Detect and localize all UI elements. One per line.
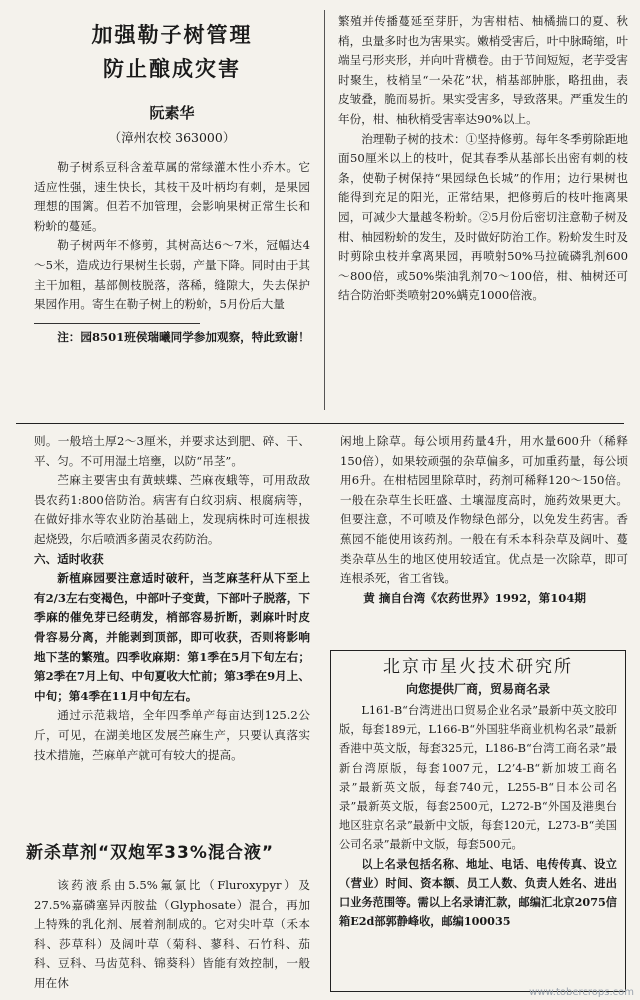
ad-title: 北京市星火技术研究所 <box>383 657 573 677</box>
article1-title-line2: 防止酿成灾害 <box>103 57 241 81</box>
watermark: www.tobercrops.com <box>529 987 634 998</box>
ad-subtitle: 向您提供厂商，贸易商名录 <box>405 682 550 696</box>
article1-note: 注：园8501班侯瑞曦同学参加观察，特此致谢！ <box>57 329 310 344</box>
article3-column <box>34 876 310 994</box>
ad-body <box>331 699 625 931</box>
article1-para1: 勒子树系豆科含羞草属的常绿灌木性小乔木。它适应性强，速生快长，其枝干及叶柄均有刺，是果园理想的围篱。但若不加管理，会影响果树正常生长和粉蚧的蔓延。 <box>34 160 310 233</box>
article3-para1: 该药液系由5.5%氟氯比（Fluroxypyr）及27.5%嘉磷塞异丙胺盐（Glyphosate）混合，再加上特殊的乳化剂、展着剂制成的。它对尖叶草（禾本科、莎草科）及阔叶草（菊科、蓼科、石竹科、茄科、豆科、马齿苋科、锦葵科）皆能有效控制，一般用在休 <box>34 878 310 990</box>
advertisement-box <box>330 650 626 992</box>
article3-title: 新杀草剂“双炮军33%混合液” <box>26 843 275 863</box>
article2-right-column <box>340 432 628 608</box>
column-divider <box>324 10 325 410</box>
article2-heading-harvest: 六、适时收获 <box>34 551 104 566</box>
article2-para3: 新植麻园要注意适时破秆，当芝麻茎秆从下至上有2/3左右变褐色，中部叶子变黄，下部叶子脱落，下季麻的催免芽已经萌发，梢部容易折断，剥麻叶时皮骨容易分离，并能剥到顶部，即可收获，否则将影响地下茎的繁殖。四季收麻期：第1季在5月下旬左右；第2季在7月上旬、中旬夏收大忙前；第3季在9月上、中旬；第4季在11月中旬左右。 <box>34 571 310 703</box>
article1-para2: 勒子树两年不修剪，其树高达6～7米，冠幅达4～5米，造成边行果树生长弱，产量下降。同时由于其主干加粗，基部侧枝脱落，落稀，缝隙大，失去保护果园作用。寄生在勒子树上的粉蚧，5月份后大量 <box>34 238 310 312</box>
article1-right-column <box>338 12 628 306</box>
section-divider <box>16 423 624 424</box>
article1-right-para2: 治理勒子树的技术：①坚持修剪。每年冬季剪除距地面50厘米以上的枝叶，促其春季从基部长出密有刺的枝条，使勒子树保持“果园绿色长城”的作用；边行果树也能得到充足的阳光，正常结果，把修剪后的枝叶拖离果园，可减少大量越冬粉蚧。②5月份后密切注意勒子树及柑、柚园粉蚧的发生，及时做好防治工作。粉蚧发生时及时剪除虫枝并拿离果园，再喷射50%马拉硫磷乳剂600～800倍，或50%柴油乳剂70～100倍，柑、柚树还可结合防治虾类喷射20%螨克1000倍液。 <box>338 131 628 303</box>
article2-right-para1: 闲地上除草。每公顷用药量4升，用水量600升（稀释150倍），如果较顽强的杂草偏多，可加重药量，每公顷用6升。在柑桔园里除草时，药剂可稀释120～150倍。一般在杂草生长旺盛、土壤湿度高时，施药效果更大。但要注意，不可喷及作物绿色部分，以免发生药害。香蕉园不能使用该药剂。一般在有禾本科杂草及阔叶、蔓类杂草丛生的地区使用较适宜。优点是一次除草，即可连根杀死，省工省钱。 <box>340 434 628 586</box>
article2-para4: 通过示范栽培，全年四季单产每亩达到125.2公斤，可见，在湖美地区发展苎麻生产，只要认真落实技术措施，苎麻单产就可有较大的提高。 <box>34 708 310 762</box>
article1-affiliation: （漳州农校 363000） <box>108 130 236 145</box>
article1-author: 阮素华 <box>149 104 195 122</box>
article2-para1: 则。一般培土厚2～3厘米，并要求达到肥、碎、干、平、匀。不可用湿土培壅，以防“吊茎”。 <box>34 434 310 468</box>
article2-source: 黄 摘自台湾《农药世界》1992，第104期 <box>363 590 587 605</box>
note-rule <box>34 323 200 324</box>
article2-left-column <box>34 432 310 765</box>
ad-para1: L161-B“台湾进出口贸易企业名录”最新中英文胶印版，每套189元，L166-B“外国驻华商业机构名录”最新香港中英文版，每套325元，L186-B“台湾工商名录”最新台湾原版，每套1007元，L2’4-B“新加坡工商名录”最新英文版，每套740元，L255-B“日本公司名录”最新英文版，每套2500元，L272-B“外国及港奥台地区驻京名录”最新中文版，每套120元，L273-B“美国公司名录”最新中文版，每套500元。 <box>339 704 617 852</box>
article2-para2: 苎麻主要害虫有黄蛱蝶、苎麻夜蛾等，可用敌敌畏农药1:800倍防治。病害有白纹羽病、根腐病等，在做好排水等农业防治基础上，发现病株时可连根拔起烧毁，尔后喷洒多菌灵农药防治。 <box>34 473 310 546</box>
article1-right-para1: 繁殖并传播蔓延至芽肝，为害柑桔、柚橘揣口的夏、秋梢，虫量多时也为害果实。嫩梢受害后，叶中脉畸缩，叶端呈弓形夹形，并向叶背横卷。由于节间短短，老芋受害时聚生，枝梢呈“一朵花”状，梢基部肿胀，略扭曲，表皮皱叠，脆而易折。果实受害多，导致落果。严重发生的年份，柑、柚秋梢受害率达90%以上。 <box>338 14 628 126</box>
article1-left-column <box>34 18 310 347</box>
ad-para2: 以上名录包括名称、地址、电话、电传传真、设立（营业）时间、资本额、员工人数、负责人姓名、进出口业务范围等。需以上名录请汇款，邮编汇北京2075信箱E2d部郭静峰收，邮编100035 <box>339 856 617 929</box>
article1-title-line1: 加强勒子树管理 <box>91 23 253 47</box>
